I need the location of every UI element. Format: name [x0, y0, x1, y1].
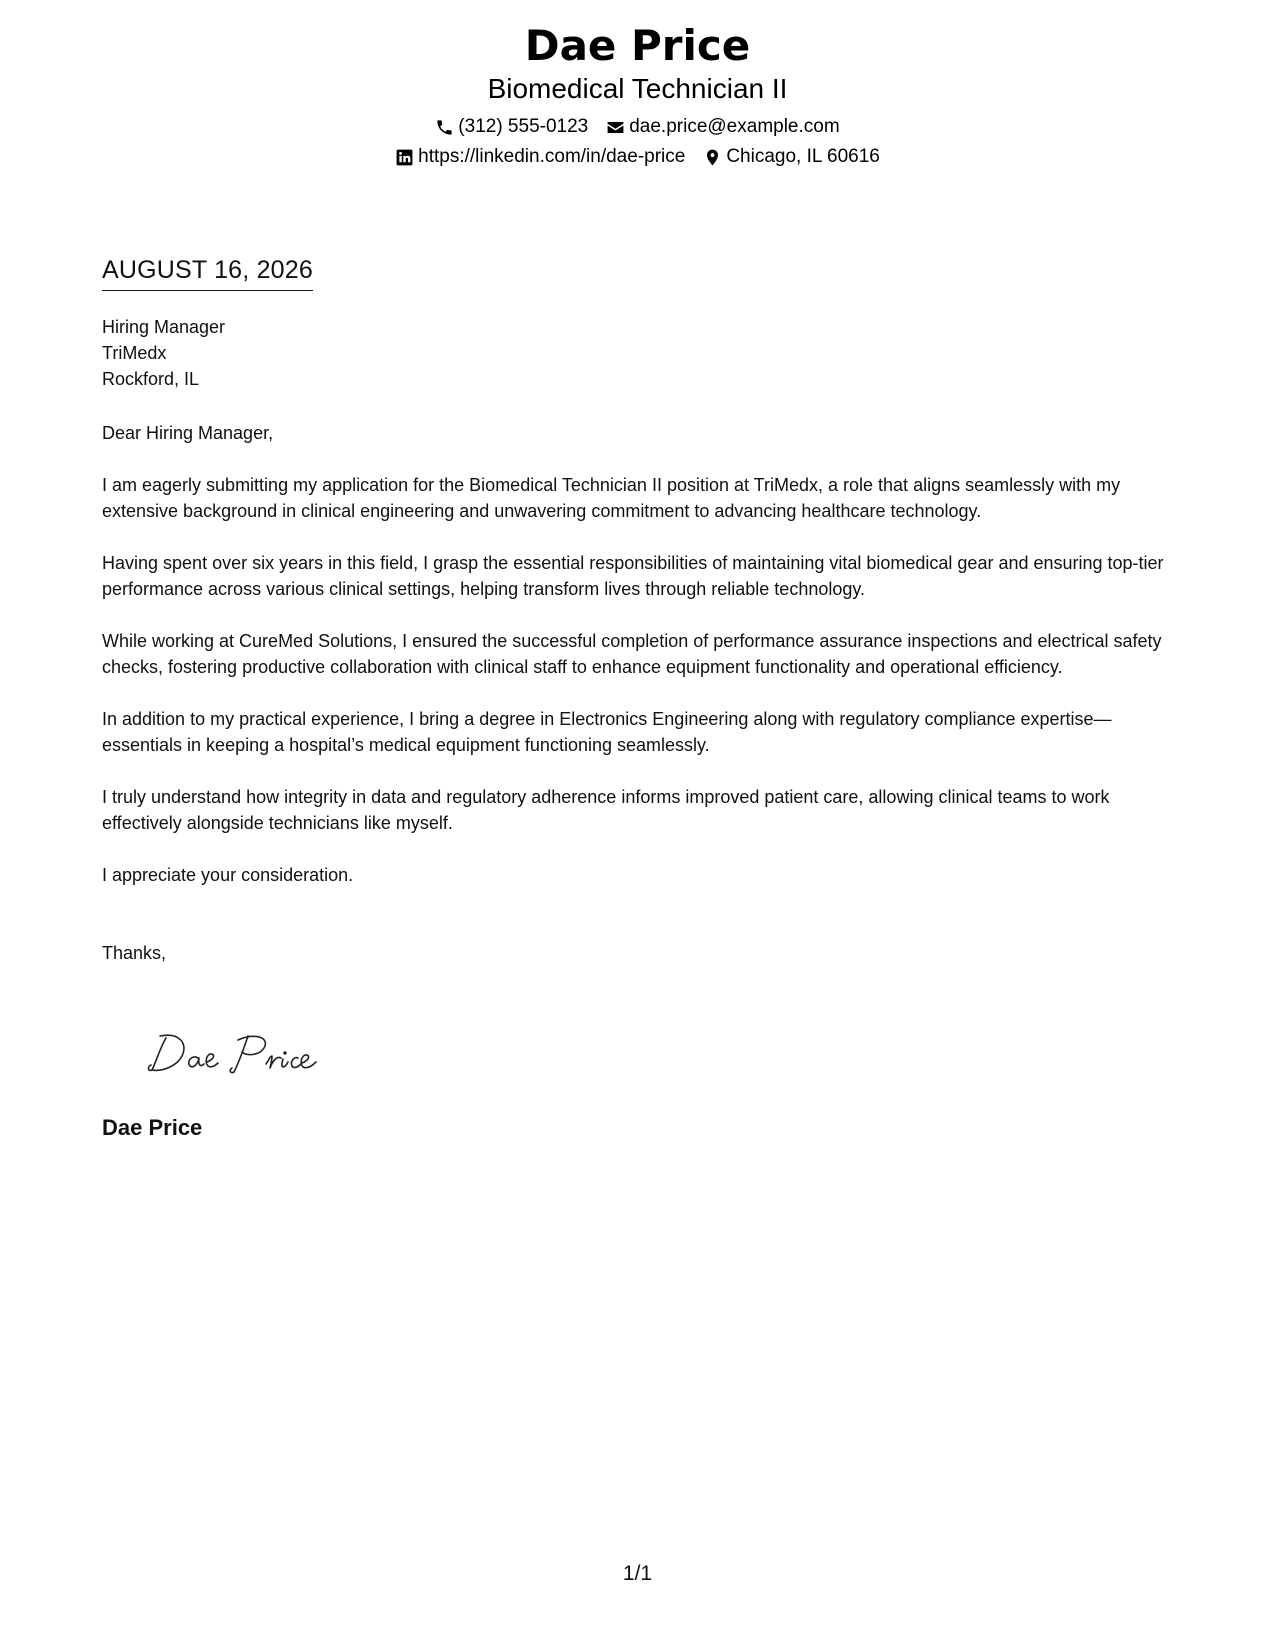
paragraph: While working at CureMed Solutions, I ensured the successful completion of performance assurance inspections and electrical safety checks, fostering productive collaboration with clinical staff to enhance equipment functionality and operational efficiency. [102, 631, 1162, 677]
envelope-icon [606, 118, 625, 137]
recipient-company: TriMedx [102, 343, 167, 363]
signer-name: Dae Price [102, 1115, 203, 1140]
linkedin-icon [395, 148, 414, 167]
paragraph: I appreciate your consideration. [102, 865, 354, 885]
phone-number: (312) 555-0123 [458, 116, 589, 137]
closing: Thanks, [102, 943, 167, 963]
letter-date: AUGUST 16, 2026 [102, 254, 313, 291]
email-link[interactable]: dae.price@example.com [629, 116, 840, 137]
contact-phone [435, 112, 588, 142]
applicant-role: Biomedical Technician II [487, 73, 788, 104]
contact-row-1 [0, 112, 1275, 142]
contact-row-2 [0, 142, 1275, 172]
handwritten-signature [146, 1026, 326, 1078]
salutation: Dear Hiring Manager, [102, 423, 274, 443]
location-text: Chicago, IL 60616 [726, 146, 880, 167]
paragraph: Having spent over six years in this field, I grasp the essential responsibilities of maintaining vital biomedical gear and ensuring top-tier performance across various clinical settings, helping transform lives through reliable technology. [102, 553, 1164, 599]
linkedin-link[interactable]: https://linkedin.com/in/dae-price [418, 146, 686, 167]
recipient-title: Hiring Manager [102, 317, 226, 337]
recipient-block [102, 314, 1177, 392]
contact-email[interactable] [606, 112, 839, 142]
letter-body [102, 314, 1177, 966]
applicant-name: Dae Price [524, 21, 751, 70]
map-pin-icon [703, 148, 722, 167]
paragraph: In addition to my practical experience, I bring a degree in Electronics Engineering along with regulatory compliance expertise—essentials in keeping a hospital’s medical equipment functioning seamlessly. [102, 709, 1112, 755]
contact-linkedin[interactable] [395, 142, 685, 172]
paragraph: I truly understand how integrity in data and regulatory adherence informs improved patient care, allowing clinical teams to work effectively alongside technicians like myself. [102, 787, 1110, 833]
page-number: 1/1 [622, 1562, 653, 1585]
contact-location [703, 142, 880, 172]
letter-header [0, 18, 1275, 172]
phone-icon [435, 118, 454, 137]
recipient-location: Rockford, IL [102, 369, 200, 389]
paragraph: I am eagerly submitting my application for the Biomedical Technician II position at TriMedx, a role that aligns seamlessly with my extensive background in clinical engineering and unwavering commitment to advancing healthcare technology. [102, 475, 1121, 521]
